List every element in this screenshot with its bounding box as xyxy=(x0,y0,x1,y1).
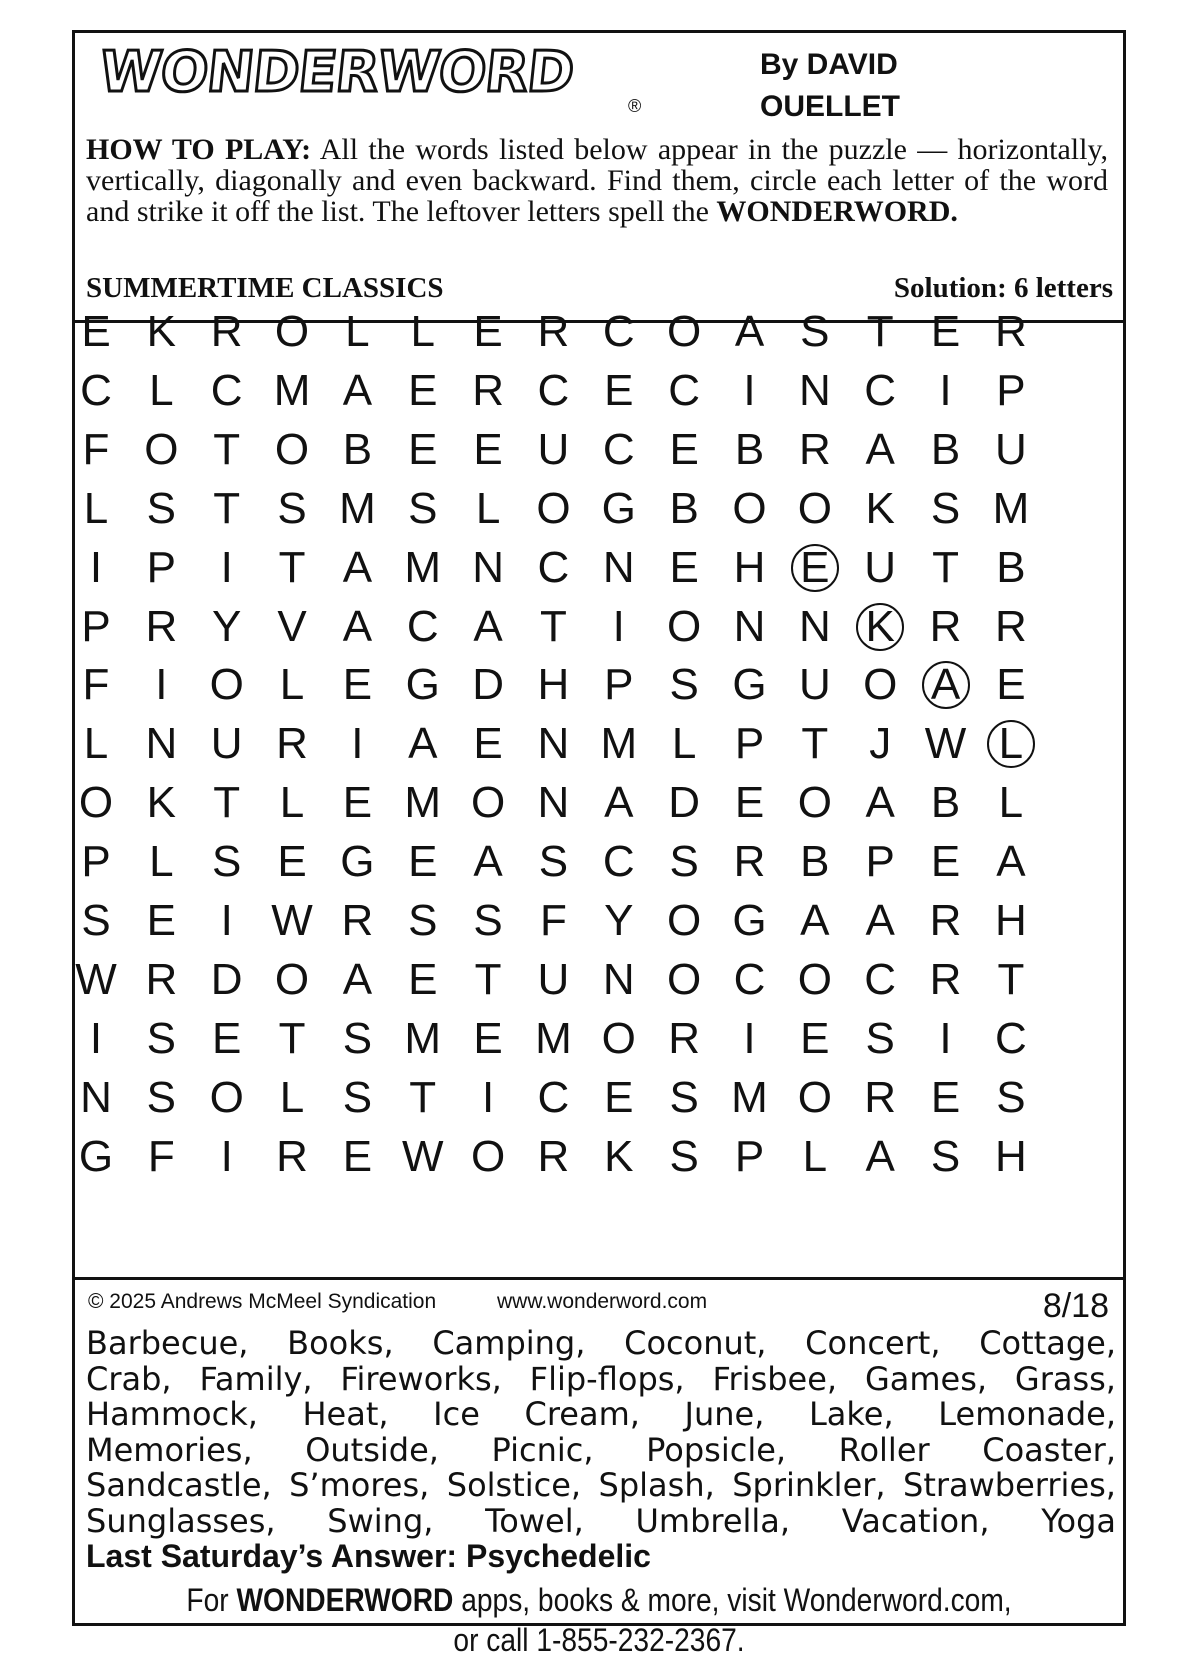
grid-letter[interactable]: K xyxy=(146,778,177,828)
grid-letter[interactable]: T xyxy=(278,542,306,592)
grid-letter[interactable]: R xyxy=(537,307,570,356)
grid-letter[interactable]: O xyxy=(209,660,244,710)
grid-letter[interactable]: E xyxy=(604,1072,634,1122)
grid-letter[interactable]: G xyxy=(732,896,767,945)
grid-letter[interactable]: T xyxy=(213,424,241,474)
grid-letter[interactable]: S xyxy=(669,1131,699,1181)
grid-letter[interactable]: E xyxy=(81,307,111,356)
grid-letter[interactable]: A xyxy=(865,424,895,474)
grid-letter[interactable]: C xyxy=(602,307,635,356)
grid-letter[interactable]: P xyxy=(81,601,111,651)
grid-letter[interactable]: U xyxy=(210,719,243,769)
grid-letter[interactable]: M xyxy=(535,1013,572,1063)
grid-letter[interactable]: S xyxy=(669,1072,699,1122)
grid-letter[interactable]: T xyxy=(539,601,567,651)
word-list-line xyxy=(86,1326,1116,1362)
grid-letter[interactable]: S xyxy=(800,307,830,356)
grid-letter[interactable]: A xyxy=(734,307,765,356)
how-to-play xyxy=(86,134,1108,227)
grid-letter[interactable]: L xyxy=(279,660,305,710)
grid-letter[interactable]: E xyxy=(669,424,699,474)
grid-letter[interactable]: E xyxy=(930,837,961,887)
grid-letter[interactable]: E xyxy=(800,1013,830,1063)
word-list-item: Sunglasses, xyxy=(86,1501,276,1540)
grid-letter[interactable]: L xyxy=(279,778,305,828)
grid-letter[interactable]: O xyxy=(274,954,310,1004)
grid-letter[interactable]: N xyxy=(145,719,178,769)
grid-letter[interactable]: A xyxy=(865,1131,895,1181)
grid-letter[interactable]: O xyxy=(667,896,702,945)
grid-letter[interactable]: O xyxy=(536,483,571,533)
byline-line-2: OUELLET xyxy=(760,90,900,123)
grid-letter[interactable]: O xyxy=(209,1072,244,1122)
grid-letter[interactable]: R xyxy=(341,896,374,945)
word-list-line xyxy=(86,1397,1116,1433)
grid-letter[interactable]: K xyxy=(865,483,895,533)
grid-letter[interactable]: I xyxy=(220,1131,233,1181)
grid-letter[interactable]: C xyxy=(210,365,243,415)
grid-letter[interactable]: F xyxy=(82,424,110,474)
word-list-item: Games, xyxy=(864,1359,988,1398)
grid-letter[interactable]: R xyxy=(929,954,962,1004)
grid-letter[interactable]: D xyxy=(472,660,504,710)
grid-letter[interactable]: E xyxy=(473,719,503,769)
grid-letter[interactable]: I xyxy=(89,542,103,592)
grid-letter[interactable]: M xyxy=(404,778,442,828)
word-list-item: June, xyxy=(684,1395,765,1433)
grid-letter[interactable]: N xyxy=(472,542,504,592)
grid-letter[interactable]: T xyxy=(213,483,241,533)
solution-note: Solution: 6 letters xyxy=(893,272,1113,304)
grid-letter[interactable]: E xyxy=(408,954,438,1004)
grid-letter[interactable]: A xyxy=(342,954,373,1004)
grid-letter[interactable]: U xyxy=(798,660,831,710)
grid-letter[interactable]: U xyxy=(537,954,570,1004)
word-list-item: Splash, xyxy=(598,1466,715,1504)
grid-letter[interactable]: A xyxy=(916,655,976,715)
promo-line-1: For WONDERWORD apps, books & more, visit Wonderword.com, xyxy=(186,1582,1012,1618)
grid-letter[interactable]: O xyxy=(797,483,832,533)
grid-letter[interactable]: L xyxy=(998,778,1024,828)
promo-brand: WONDERWORD xyxy=(236,1582,454,1618)
grid-letter[interactable]: S xyxy=(473,896,503,945)
grid-letter[interactable]: I xyxy=(220,896,233,945)
grid-letter[interactable]: L xyxy=(475,483,501,533)
grid-letter[interactable]: D xyxy=(210,954,243,1004)
grid-letter[interactable]: E xyxy=(473,1013,503,1063)
word-list-item: Hammock, xyxy=(86,1395,258,1433)
word-list-item: Popsicle, xyxy=(646,1430,787,1469)
grid-letter[interactable]: E xyxy=(669,542,699,592)
grid-letter[interactable]: I xyxy=(612,601,625,651)
grid-letter[interactable]: L xyxy=(83,483,109,533)
grid-letter[interactable]: N xyxy=(602,542,635,592)
word-list-line xyxy=(86,1468,1116,1504)
word-list-item: Solstice, xyxy=(446,1466,582,1504)
word-list-item: Roller xyxy=(838,1430,930,1469)
byline xyxy=(760,44,960,128)
grid-letter[interactable]: R xyxy=(145,954,178,1004)
grid-letter[interactable]: U xyxy=(537,424,570,474)
word-list-item: Grass, xyxy=(1014,1359,1116,1398)
word-list-item: Coconut, xyxy=(624,1324,767,1362)
grid-letter[interactable]: P xyxy=(146,542,177,592)
last-answer: Last Saturday’s Answer: Psychedelic xyxy=(86,1538,651,1574)
grid-letter[interactable]: A xyxy=(800,896,830,945)
word-list-item: Yoga xyxy=(1041,1501,1116,1540)
grid-letter[interactable]: E xyxy=(342,660,373,710)
grid-letter[interactable]: A xyxy=(342,542,373,592)
word-list-item: Concert, xyxy=(805,1324,941,1362)
grid-letter[interactable]: C xyxy=(995,1013,1027,1063)
word-list-item: Heat, xyxy=(302,1395,389,1433)
word-list-line xyxy=(86,1501,1116,1540)
grid-letter[interactable]: M xyxy=(404,542,442,592)
grid-letter[interactable]: R xyxy=(929,896,962,945)
byline-line-1: By DAVID xyxy=(760,48,898,81)
grid-letter[interactable]: T xyxy=(213,778,241,828)
grid-letter[interactable]: T xyxy=(801,719,829,769)
grid-letter[interactable]: T xyxy=(474,954,502,1004)
grid-letter[interactable]: S xyxy=(538,837,569,887)
grid-letter[interactable]: P xyxy=(604,660,634,710)
grid-letter[interactable]: B xyxy=(734,424,765,474)
grid-letter[interactable]: S xyxy=(669,660,699,710)
grid-letter[interactable]: N xyxy=(602,954,635,1004)
grid-letter[interactable]: O xyxy=(470,778,506,828)
grid-letter[interactable]: P xyxy=(996,365,1026,415)
grid-letter[interactable]: I xyxy=(743,365,756,415)
grid-letter[interactable]: M xyxy=(992,483,1030,533)
grid-letter[interactable]: Y xyxy=(212,601,242,651)
grid-letter[interactable]: A xyxy=(865,778,895,828)
grid-letter[interactable]: E xyxy=(277,837,307,887)
grid-letter[interactable]: F xyxy=(82,660,110,710)
grid-letter[interactable]: S xyxy=(146,1072,177,1122)
grid-letter[interactable]: M xyxy=(404,1013,442,1063)
grid-letter[interactable]: E xyxy=(930,1072,961,1122)
grid-letter[interactable]: L xyxy=(410,307,435,356)
grid-letter[interactable]: S xyxy=(212,837,242,887)
word-list-item: Cottage, xyxy=(979,1324,1116,1362)
grid-letter[interactable]: I xyxy=(155,660,168,710)
grid-letter[interactable]: E xyxy=(473,424,503,474)
word-list-item: Towel, xyxy=(485,1501,584,1540)
grid-letter[interactable]: E xyxy=(342,778,373,828)
grid-letter[interactable]: P xyxy=(865,837,895,887)
grid-letter[interactable]: R xyxy=(276,1131,308,1181)
grid-letter[interactable]: J xyxy=(869,719,892,769)
grid-letter[interactable]: A xyxy=(604,778,634,828)
grid-letter[interactable]: I xyxy=(481,1072,495,1122)
grid-letter[interactable]: S xyxy=(81,896,111,945)
grid-letter[interactable]: A xyxy=(408,719,438,769)
word-list-item: Lake, xyxy=(808,1395,894,1433)
puzzle-date: 8/18 xyxy=(1042,1287,1109,1325)
grid-letter[interactable]: I xyxy=(89,1013,103,1063)
grid-letter[interactable]: L xyxy=(981,714,1041,774)
grid-letter[interactable]: G xyxy=(78,1131,114,1181)
grid-letter[interactable]: C xyxy=(80,365,112,415)
grid-letter[interactable]: N xyxy=(80,1072,112,1122)
word-list-item: Flip-flops, xyxy=(529,1359,685,1398)
grid-letter[interactable]: S xyxy=(408,896,438,945)
grid-letter[interactable]: T xyxy=(997,954,1025,1004)
grid-letter[interactable]: B xyxy=(342,424,373,474)
grid-letter[interactable]: D xyxy=(668,778,701,828)
grid-letter[interactable]: E xyxy=(342,1131,373,1181)
grid-letter[interactable]: A xyxy=(342,601,373,651)
word-list-item: Camping, xyxy=(432,1324,586,1362)
letter-grid xyxy=(70,307,1120,1276)
grid-letter[interactable]: H xyxy=(995,896,1027,945)
grid-letter[interactable]: W xyxy=(271,896,313,945)
website-url: www.wonderword.com xyxy=(497,1290,708,1313)
word-list-item: Outside, xyxy=(305,1430,439,1469)
grid-letter[interactable]: O xyxy=(667,954,702,1004)
grid-letter[interactable]: L xyxy=(671,719,697,769)
grid-letter[interactable]: S xyxy=(930,483,961,533)
grid-letter[interactable]: L xyxy=(345,307,370,356)
grid-letter[interactable]: A xyxy=(473,601,503,651)
grid-letter[interactable]: R xyxy=(864,1072,897,1122)
grid-letter[interactable]: C xyxy=(864,954,897,1004)
grid-letter[interactable]: P xyxy=(734,719,765,769)
grid-letter[interactable]: I xyxy=(220,542,233,592)
word-list-item: Picnic, xyxy=(491,1430,594,1469)
word-list-item: Family, xyxy=(199,1359,313,1398)
grid-letter[interactable]: E xyxy=(473,307,503,356)
grid-letter[interactable]: O xyxy=(667,307,702,356)
word-list-item: Memories, xyxy=(86,1430,253,1469)
grid-letter[interactable]: N xyxy=(798,601,831,651)
grid-letter[interactable]: V xyxy=(277,601,307,651)
grid-letter[interactable]: E xyxy=(408,365,438,415)
grid-letter[interactable]: R xyxy=(668,1013,701,1063)
grid-letter[interactable]: E xyxy=(930,307,961,356)
grid-letter[interactable]: N xyxy=(798,365,831,415)
grid-letter[interactable]: S xyxy=(146,1013,177,1063)
grid-letter[interactable]: I xyxy=(351,719,364,769)
grid-letter[interactable]: A xyxy=(996,837,1026,887)
grid-letter[interactable]: B xyxy=(669,483,699,533)
promo-text xyxy=(135,1580,1063,1660)
grid-letter[interactable]: E xyxy=(212,1013,242,1063)
word-list-item: Cream, xyxy=(524,1395,640,1433)
grid-letter[interactable]: S xyxy=(408,483,438,533)
grid-letter[interactable]: N xyxy=(537,719,570,769)
grid-letter[interactable]: W xyxy=(924,719,967,769)
grid-letter[interactable]: E xyxy=(408,424,438,474)
grid-letter[interactable]: H xyxy=(537,660,570,710)
grid-letter[interactable]: M xyxy=(600,719,638,769)
word-list-item: Coaster, xyxy=(982,1430,1116,1469)
grid-letter[interactable]: O xyxy=(470,1131,506,1181)
grid-letter[interactable]: A xyxy=(473,837,503,887)
grid-letter[interactable]: Y xyxy=(604,896,634,945)
grid-letter[interactable]: S xyxy=(865,1013,895,1063)
grid-letter[interactable]: K xyxy=(604,1131,634,1181)
word-list-item: Vacation, xyxy=(841,1501,990,1540)
grid-letter[interactable]: C xyxy=(733,954,766,1004)
grid-letter[interactable]: U xyxy=(995,424,1027,474)
word-list-item: S’mores, xyxy=(289,1466,430,1504)
grid-letter[interactable]: R xyxy=(995,307,1027,356)
word-list-item: Ice xyxy=(433,1395,480,1433)
grid-letter[interactable]: R xyxy=(472,365,504,415)
grid-letter[interactable]: L xyxy=(83,719,109,769)
grid-letter[interactable]: U xyxy=(864,542,897,592)
grid-letter[interactable]: R xyxy=(276,719,308,769)
grid-letter[interactable]: O xyxy=(863,660,898,710)
grid-letter[interactable]: E xyxy=(996,660,1026,710)
word-list-item: Fireworks, xyxy=(340,1359,502,1398)
grid-letter[interactable]: M xyxy=(731,1072,768,1122)
grid-letter[interactable]: O xyxy=(667,601,702,651)
grid-letter[interactable]: O xyxy=(797,778,832,828)
grid-letter[interactable]: B xyxy=(800,837,830,887)
word-list-item: Crab, xyxy=(86,1359,172,1398)
grid-letter[interactable]: L xyxy=(149,365,174,415)
grid-letter[interactable]: O xyxy=(274,424,310,474)
grid-letter[interactable]: C xyxy=(406,601,439,651)
grid-letter[interactable]: K xyxy=(850,597,910,657)
grid-letter[interactable]: C xyxy=(537,1072,570,1122)
promo-line-2: or call 1-855-232-2367. xyxy=(453,1622,745,1658)
grid-letter[interactable]: C xyxy=(668,365,701,415)
grid-letter[interactable]: O xyxy=(601,1013,636,1063)
word-list-line xyxy=(86,1430,1116,1469)
grid-letter[interactable]: O xyxy=(144,424,179,474)
word-list-item: Barbecue, xyxy=(86,1324,249,1362)
word-list-item: Lemonade, xyxy=(938,1395,1116,1433)
grid-letter[interactable]: S xyxy=(996,1072,1026,1122)
grid-letter[interactable]: O xyxy=(78,778,114,828)
grid-letter[interactable]: T xyxy=(409,1072,437,1122)
grid-letter[interactable]: M xyxy=(273,365,311,415)
grid-letter[interactable]: E xyxy=(604,365,634,415)
grid-letter[interactable]: L xyxy=(149,837,174,887)
grid-letter[interactable]: M xyxy=(339,483,376,533)
grid-letter[interactable]: I xyxy=(939,365,952,415)
grid-letter[interactable]: F xyxy=(539,896,567,945)
registered-mark: ® xyxy=(628,96,642,116)
how-to-play-term: WONDERWORD. xyxy=(716,195,958,228)
grid-letter[interactable]: B xyxy=(930,778,961,828)
grid-letter[interactable]: G xyxy=(732,660,767,710)
grid-letter[interactable]: L xyxy=(802,1131,828,1181)
grid-letter[interactable]: S xyxy=(342,1013,373,1063)
word-list-item: Strawberries, xyxy=(903,1466,1116,1504)
grid-letter[interactable]: K xyxy=(146,307,177,356)
grid-letter[interactable]: E xyxy=(408,837,438,887)
grid-letter[interactable]: P xyxy=(734,1131,765,1181)
grid-letter[interactable]: R xyxy=(798,424,831,474)
grid-letter[interactable]: N xyxy=(537,778,570,828)
grid-letter[interactable]: N xyxy=(733,601,766,651)
grid-letter[interactable]: B xyxy=(996,542,1026,592)
grid-letter[interactable]: H xyxy=(995,1131,1027,1181)
grid-letter[interactable]: O xyxy=(797,954,832,1004)
grid-letter[interactable]: G xyxy=(601,483,636,533)
grid-letter[interactable]: F xyxy=(147,1131,175,1181)
grid-letter[interactable]: T xyxy=(932,542,959,592)
word-list-item: Frisbee, xyxy=(712,1359,838,1398)
grid-letter[interactable]: I xyxy=(939,1013,952,1063)
how-to-play-text: All the words listed below appear in the puzzle — horizontally, vertically, diagonally and even backward. Find them, circle each letter of the word and strike it off the list. The leftover letters spell the xyxy=(86,133,1108,228)
copyright-notice: © 2025 Andrews McMeel Syndication xyxy=(88,1290,437,1313)
word-list-line xyxy=(86,1359,1116,1398)
grid-letter[interactable]: E xyxy=(146,896,177,945)
grid-letter[interactable]: O xyxy=(732,483,767,533)
word-list-item: Swing, xyxy=(327,1501,434,1540)
word-list-item: Umbrella, xyxy=(635,1501,791,1540)
grid-letter[interactable]: C xyxy=(602,837,635,887)
grid-letter[interactable]: P xyxy=(81,837,111,887)
divider-bottom xyxy=(72,1277,1126,1280)
grid-letter[interactable]: A xyxy=(342,365,373,415)
grid-letter[interactable]: I xyxy=(743,1013,756,1063)
grid-letter[interactable]: S xyxy=(930,1131,961,1181)
grid-letter[interactable]: O xyxy=(274,307,310,356)
grid-letter[interactable]: C xyxy=(537,365,570,415)
grid-letter[interactable]: W xyxy=(75,954,117,1004)
grid-letter[interactable]: R xyxy=(995,601,1027,651)
grid-letter[interactable]: R xyxy=(537,1131,570,1181)
grid-letter[interactable]: G xyxy=(340,837,375,887)
word-list xyxy=(86,1326,1116,1539)
grid-letter[interactable]: S xyxy=(669,837,699,887)
grid-letter[interactable]: G xyxy=(405,660,440,710)
grid-letter[interactable]: B xyxy=(930,424,961,474)
grid-letter[interactable]: A xyxy=(865,896,895,945)
grid-letter[interactable]: R xyxy=(929,601,962,651)
wonderword-logo: WONDERWORD xyxy=(96,40,577,105)
grid-letter[interactable]: C xyxy=(537,542,570,592)
grid-letter[interactable]: C xyxy=(602,424,635,474)
word-list-item: Books, xyxy=(287,1324,394,1362)
word-list-item: Sprinkler, xyxy=(732,1466,886,1504)
word-list-item: Sandcastle, xyxy=(86,1466,272,1504)
grid-letter[interactable]: S xyxy=(277,483,307,533)
how-to-play-label: HOW TO PLAY: xyxy=(86,133,312,166)
grid-letter[interactable]: L xyxy=(279,1072,305,1122)
grid-letter[interactable]: H xyxy=(733,542,766,592)
grid-letter[interactable]: R xyxy=(210,307,243,356)
grid-letter[interactable]: T xyxy=(278,1013,306,1063)
grid-letter[interactable]: O xyxy=(797,1072,832,1122)
grid-letter[interactable]: W xyxy=(401,1131,444,1181)
grid-letter[interactable]: T xyxy=(866,307,894,356)
grid-letter[interactable]: S xyxy=(342,1072,373,1122)
puzzle-theme: SUMMERTIME CLASSICS xyxy=(86,272,444,304)
grid-letter[interactable]: E xyxy=(734,778,765,828)
grid-letter[interactable]: S xyxy=(146,483,177,533)
grid-letter[interactable]: E xyxy=(785,538,845,598)
grid-letter[interactable]: R xyxy=(733,837,766,887)
grid-letter[interactable]: R xyxy=(145,601,178,651)
grid-letter[interactable]: C xyxy=(864,365,897,415)
